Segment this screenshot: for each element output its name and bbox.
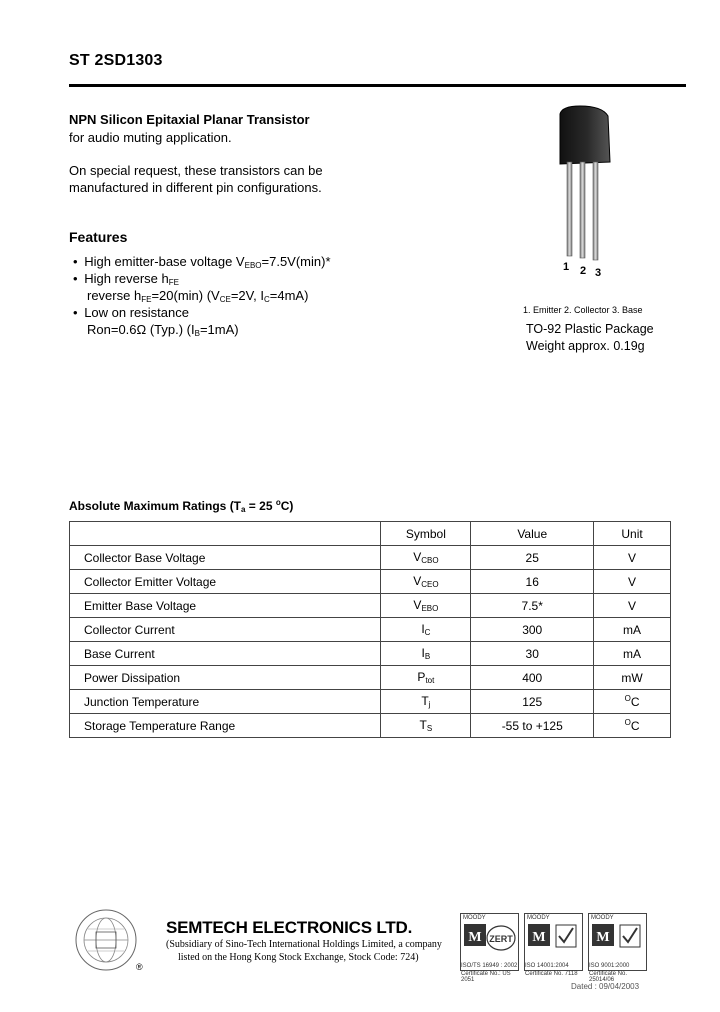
svg-text:M: M (596, 930, 610, 945)
symbol-letter: P (417, 670, 426, 684)
feature-1-text: High emitter-base voltage V (84, 254, 245, 269)
caption-a: Absolute Maximum Ratings (T (69, 499, 242, 513)
table-row (70, 570, 671, 594)
row-symbol (381, 714, 471, 738)
row-unit (594, 666, 671, 690)
symbol-letter: V (413, 550, 422, 564)
row-unit (594, 546, 671, 570)
table-row (70, 666, 671, 690)
unit-text: mW (621, 671, 643, 685)
symbol-subscript: B (424, 652, 431, 661)
pin-label-3: 3 (595, 267, 602, 279)
table-row (70, 546, 671, 570)
feature-2b-sub3: C (263, 295, 270, 304)
header-unit: Unit (594, 522, 671, 546)
features-heading: Features (69, 229, 128, 245)
registered-mark: ® (136, 962, 143, 972)
symbol-letter: V (413, 574, 422, 588)
header-param (70, 522, 381, 546)
row-unit (594, 618, 671, 642)
row-symbol (381, 690, 471, 714)
row-symbol (381, 666, 471, 690)
svg-text:ZERT: ZERT (489, 934, 513, 944)
row-parameter: Storage Temperature Range (70, 714, 381, 738)
to92-transistor-image (550, 102, 620, 262)
feature-item-3-detail (87, 321, 239, 342)
cert-1-number: Certificate No.: US 2051 (461, 971, 511, 983)
row-symbol (381, 546, 471, 570)
symbol-letter: I (421, 646, 425, 660)
row-unit (594, 570, 671, 594)
table-row (70, 714, 671, 738)
row-value: 300 (471, 618, 594, 642)
company-line-1: (Subsidiary of Sino-Tech International Holdings Limited, a company (166, 939, 442, 950)
moody-check-logo-icon (525, 922, 582, 960)
product-subheading: for audio muting application. (69, 130, 232, 145)
note-line-1: On special request, these transistors can be (69, 163, 323, 178)
bullet: • (73, 305, 78, 320)
unit-text: C (630, 695, 640, 709)
feature-2-text: High reverse h (84, 271, 169, 286)
company-line-2: listed on the Hong Kong Stock Exchange, Stock Code: 724) (178, 952, 419, 963)
table-row (70, 642, 671, 666)
company-name: SEMTECH ELECTRONICS LTD. (166, 918, 413, 937)
feature-2b-d: =4mA) (269, 288, 309, 303)
row-value: 400 (471, 666, 594, 690)
symbol-letter: T (419, 718, 427, 732)
symbol-subscript: S (426, 724, 433, 733)
row-unit (594, 642, 671, 666)
header-symbol: Symbol (381, 522, 471, 546)
row-parameter: Collector Base Voltage (70, 546, 381, 570)
table-row (70, 594, 671, 618)
unit-text: mA (623, 647, 642, 661)
unit-text: mA (623, 623, 642, 637)
ratings-caption (69, 498, 293, 514)
feature-1-tail: =7.5V(min)* (261, 254, 331, 269)
package-name: TO-92 Plastic Package (526, 322, 654, 336)
table-row (70, 690, 671, 714)
feature-2b-b: =20(min) (V (151, 288, 220, 303)
row-symbol (381, 594, 471, 618)
ratings-table (69, 521, 671, 738)
pin-label-1: 1 (563, 261, 570, 273)
cert-2-top: MOODY (527, 915, 550, 921)
header-rule (69, 84, 686, 87)
feature-1-sub: EBO (244, 261, 262, 270)
row-unit (594, 594, 671, 618)
product-heading: NPN Silicon Epitaxial Planar Transistor (69, 112, 310, 127)
document-title: ST 2SD1303 (69, 52, 163, 69)
cert-2-bottom: ISO 14001:2004 (525, 963, 569, 969)
symbol-subscript: EBO (421, 604, 439, 613)
cert-2-number: Certificate No. 7118 (525, 971, 578, 977)
bullet: • (73, 271, 78, 286)
unit-text: C (630, 719, 640, 733)
unit-text: V (628, 575, 637, 589)
symbol-subscript: C (424, 628, 431, 637)
symbol-subscript: CBO (421, 556, 439, 565)
row-parameter: Collector Emitter Voltage (70, 570, 381, 594)
svg-text:M: M (468, 930, 482, 945)
feature-2b-sub1: FE (141, 295, 152, 304)
cert-1-bottom: ISO/TS 16949 : 2002 (461, 963, 518, 969)
caption-b: = 25 (245, 499, 276, 513)
pin-legend: 1. Emitter 2. Collector 3. Base (523, 305, 643, 315)
moody-check-logo-icon (589, 922, 646, 960)
unit-text: V (628, 551, 637, 565)
package-weight: Weight approx. 0.19g (526, 339, 645, 353)
feature-2b-a: reverse h (87, 288, 142, 303)
table-row (70, 618, 671, 642)
feature-3b-b: =1mA) (199, 322, 239, 337)
caption-sub: a (241, 505, 246, 514)
symbol-subscript: tot (425, 676, 435, 685)
row-unit (594, 690, 671, 714)
row-parameter: Junction Temperature (70, 690, 381, 714)
feature-3-text: Low on resistance (84, 305, 189, 320)
unit-superscript: O (624, 718, 631, 727)
note-line-2: manufactured in different pin configurations. (69, 180, 322, 195)
row-parameter: Base Current (70, 642, 381, 666)
row-value: 7.5* (471, 594, 594, 618)
semtech-globe-logo (74, 908, 144, 978)
row-value: 30 (471, 642, 594, 666)
row-value: -55 to +125 (471, 714, 594, 738)
caption-sup: o (275, 498, 281, 507)
feature-2-sub: FE (168, 278, 179, 287)
moody-logo-icon (461, 922, 518, 960)
caption-c: C) (280, 499, 294, 513)
symbol-letter: I (421, 622, 425, 636)
feature-2b-c: =2V, I (230, 288, 264, 303)
feature-item-3 (73, 304, 189, 321)
cert-3-number: Certificate No. 25014/06 (589, 971, 628, 983)
row-symbol (381, 642, 471, 666)
pin-label-2: 2 (580, 265, 587, 277)
row-value: 16 (471, 570, 594, 594)
feature-2b-sub2: CE (219, 295, 231, 304)
row-value: 125 (471, 690, 594, 714)
feature-3b-sub: B (194, 329, 200, 338)
symbol-subscript: CEO (421, 580, 439, 589)
row-value: 25 (471, 546, 594, 570)
bullet: • (73, 254, 78, 269)
header-value: Value (471, 522, 594, 546)
row-symbol (381, 618, 471, 642)
svg-text:M: M (532, 930, 546, 945)
row-parameter: Collector Current (70, 618, 381, 642)
cert-1-top: MOODY (463, 915, 486, 921)
cert-3-bottom: ISO 9001:2000 (589, 963, 630, 969)
row-parameter: Power Dissipation (70, 666, 381, 690)
table-header-row (70, 522, 671, 546)
dated-label: Dated : 09/04/2003 (571, 982, 640, 991)
unit-text: V (628, 599, 637, 613)
symbol-letter: V (413, 598, 422, 612)
row-symbol (381, 570, 471, 594)
row-unit (594, 714, 671, 738)
symbol-letter: T (421, 694, 429, 708)
unit-superscript: O (624, 694, 631, 703)
feature-3b-a: Ron=0.6Ω (Typ.) (I (87, 322, 195, 337)
row-parameter: Emitter Base Voltage (70, 594, 381, 618)
cert-3-top: MOODY (591, 915, 614, 921)
symbol-subscript: j (428, 700, 431, 709)
